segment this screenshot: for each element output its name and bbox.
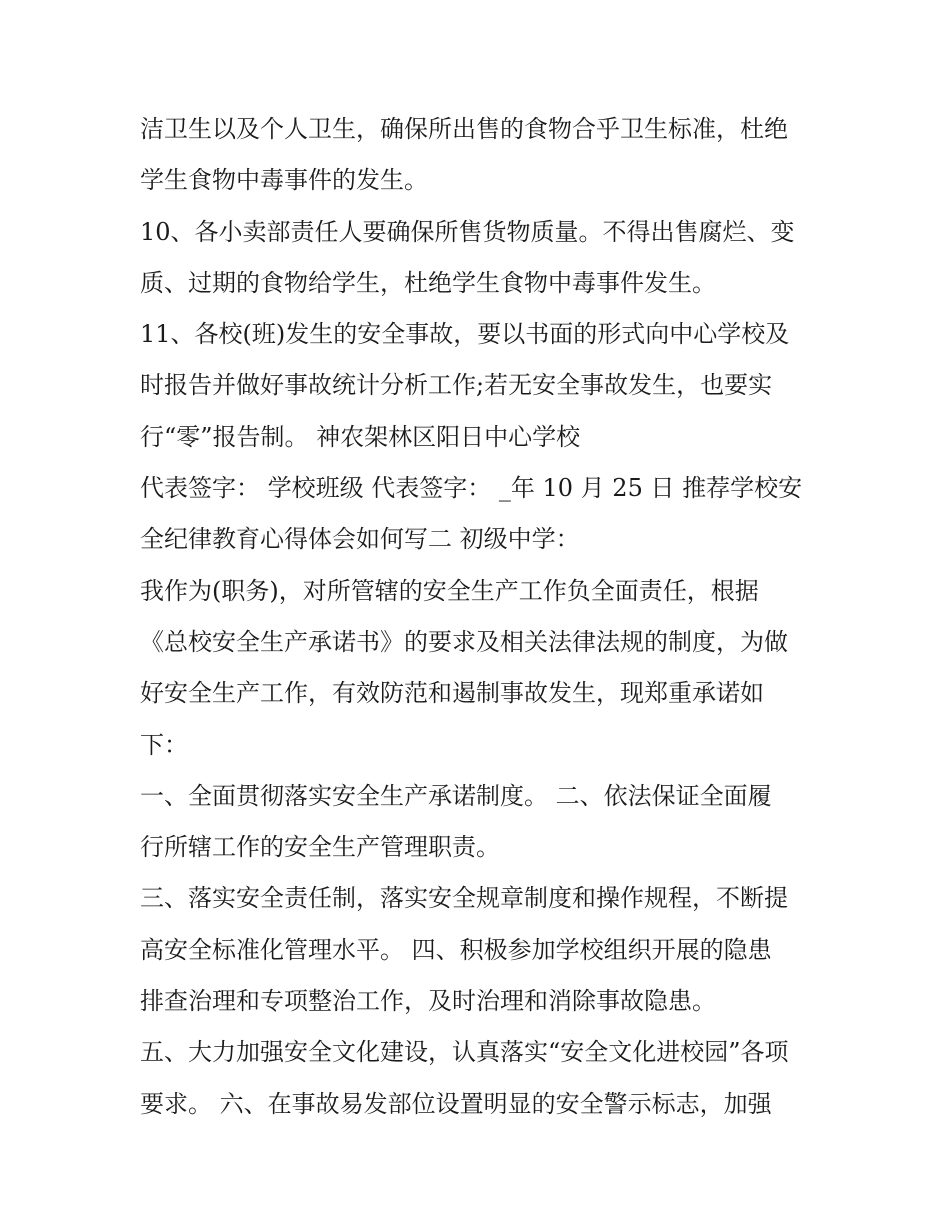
text-line: 我作为(职务)，对所管辖的安全生产工作负全面责任，根据 [140, 576, 759, 605]
text-line: 要求。 六、在事故易发部位设置明显的安全警示标志，加强 [140, 1089, 772, 1118]
text-line: 好安全生产工作，有效防范和遏制事故发生，现郑重承诺如 [140, 679, 764, 708]
text-line: 排查治理和专项整治工作，及时治理和消除事故隐患。 [140, 987, 716, 1016]
text-line: 10、各小卖部责任人要确保所售货物质量。不得出售腐烂、变 [140, 217, 795, 246]
text-line: 代表签字： 学校班级 代表签字： _年 10 月 25 日 推荐学校安 [140, 474, 803, 503]
document-body [140, 104, 820, 1130]
text-line: 三、落实安全责任制，落实安全规章制度和操作规程，不断提 [140, 884, 788, 913]
text-line: 行所辖工作的安全生产管理职责。 [140, 833, 500, 862]
text-line: 《总校安全生产承诺书》的要求及相关法律法规的制度，为做 [140, 627, 788, 656]
text-line: 11、各校(班)发生的安全事故，要以书面的形式向中心学校及 [140, 320, 790, 349]
text-line: 一、全面贯彻落实安全生产承诺制度。 二、依法保证全面履 [140, 781, 772, 810]
text-line: 五、大力加强安全文化建设，认真落实“安全文化进校园”各项 [140, 1038, 789, 1067]
text-line: 学生食物中毒事件的发生。 [140, 166, 428, 195]
text-line: 质、过期的食物给学生，杜绝学生食物中毒事件发生。 [140, 268, 716, 297]
text-line: 洁卫生以及个人卫生，确保所出售的食物合乎卫生标准，杜绝 [140, 115, 788, 143]
text-line: 时报告并做好事故统计分析工作;若无安全事故发生，也要实 [140, 371, 773, 400]
text-line: 全纪律教育心得体会如何写二 初级中学： [140, 525, 580, 554]
text-line: 高安全标准化管理水平。 四、积极参加学校组织开展的隐患 [140, 935, 772, 964]
text-line: 行“零”报告制。 神农架林区阳日中心学校 [140, 422, 581, 451]
text-line: 下： [140, 730, 188, 759]
